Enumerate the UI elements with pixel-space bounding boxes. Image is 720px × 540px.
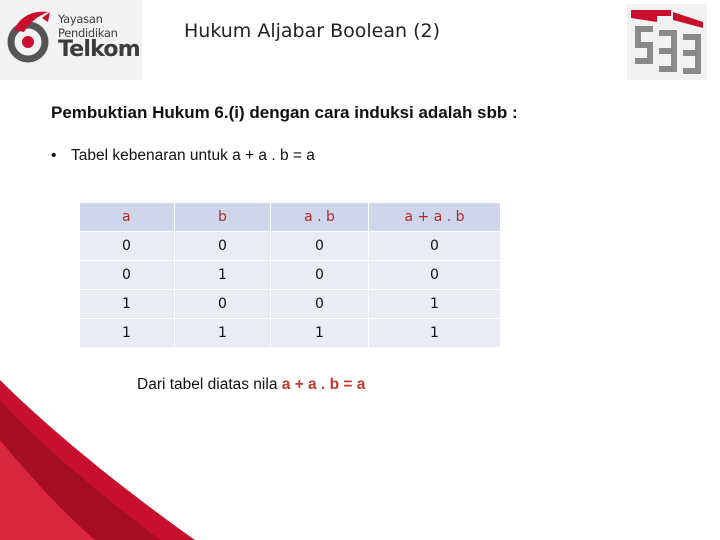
conclusion-text	[137, 376, 365, 394]
column-header-a-or-a-and-b: a + a . b	[369, 203, 501, 232]
table-cell: 0	[271, 261, 369, 290]
logo-line-yayasan: Yayasan	[58, 12, 103, 26]
table-row	[80, 319, 501, 348]
table-cell: 0	[80, 232, 175, 261]
column-header-b: b	[175, 203, 271, 232]
table-cell: 1	[80, 319, 175, 348]
table-cell: 1	[369, 290, 501, 319]
table-cell: 0	[175, 290, 271, 319]
truth-table	[79, 202, 501, 348]
table-header-row	[80, 203, 501, 232]
table-cell: 1	[369, 319, 501, 348]
telkom-logo-icon	[6, 8, 54, 64]
column-header-a: a	[80, 203, 175, 232]
bullet-text: Tabel kebenaran untuk a + a . b = a	[71, 147, 315, 164]
table-cell: 1	[80, 290, 175, 319]
table-cell: 0	[369, 232, 501, 261]
conclusion-prefix: Dari tabel diatas nila	[137, 376, 278, 393]
logo-area	[0, 0, 142, 80]
logo-line-pendidikan: Pendidikan	[58, 25, 118, 40]
table-row	[80, 232, 501, 261]
table-cell: 0	[80, 261, 175, 290]
logo-text	[58, 14, 140, 61]
table-cell: 1	[175, 319, 271, 348]
table-cell: 1	[175, 261, 271, 290]
table-cell: 1	[271, 319, 369, 348]
section-heading: Pembuktian Hukum 6.(i) dengan cara induksi adalah sbb :	[51, 103, 518, 122]
bullet-item	[51, 147, 315, 165]
red-swoosh-decoration	[0, 330, 720, 540]
table-cell: 0	[175, 232, 271, 261]
table-cell: 0	[271, 290, 369, 319]
table-cell: 0	[369, 261, 501, 290]
table-row	[80, 290, 501, 319]
table-row	[80, 261, 501, 290]
bullet-marker: •	[51, 147, 57, 164]
table-cell: 0	[271, 232, 369, 261]
tut-wuri-emblem-icon	[627, 4, 707, 80]
logo-line-telkom: Telkom	[58, 37, 140, 62]
conclusion-equation: a + a . b = a	[281, 376, 366, 393]
slide-title: Hukum Aljabar Boolean (2)	[184, 20, 440, 42]
column-header-a-and-b: a . b	[271, 203, 369, 232]
